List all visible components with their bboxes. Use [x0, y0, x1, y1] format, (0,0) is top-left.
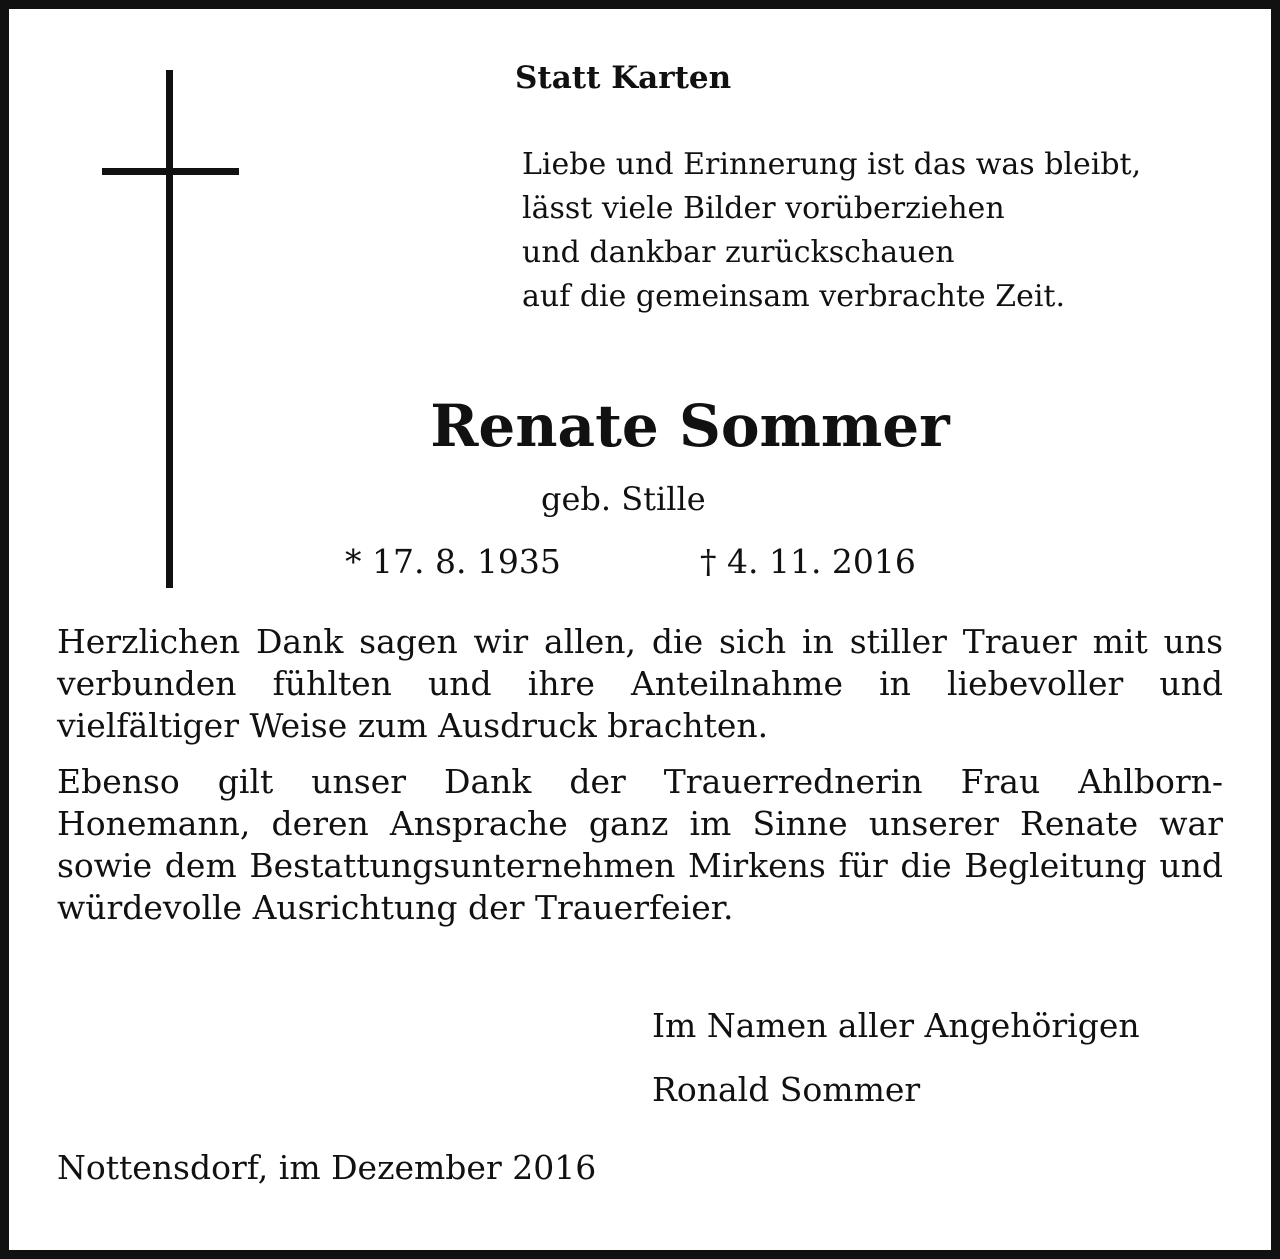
thanks-paragraph: Herzlichen Dank sagen wir allen, die sich in stiller Trauer mit uns verbunden fühlten und ihre Anteilnahme in liebevoller und vielfältiger Weise zum Ausdruck brachten. [57, 622, 1223, 745]
signature-name: Ronald Sommer [652, 1070, 921, 1109]
heading: Statt Karten [515, 60, 732, 96]
cross-vertical-bar [166, 70, 173, 588]
maiden-name: geb. Stille [541, 480, 706, 518]
verse: Liebe und Erinnerung ist das was bleibt, lässt viele Bilder vorüberziehen und dankbar zurückschauen auf die gemeinsam verbrachte Zeit. [522, 147, 1142, 314]
death-date: † 4. 11. 2016 [700, 542, 916, 581]
place-date: Nottensdorf, im Dezember 2016 [57, 1148, 597, 1187]
thanks-paragraph-2: Ebenso gilt unser Dank der Trauerrednerin Frau Ahlborn-Honemann, deren Ansprache ganz im Sinne unserer Renate war sowie dem Bestattungsunternehmen Mirkens für die Begleitung und würdevolle Ausrichtung der Trauerfeier. [57, 762, 1223, 927]
birth-date: * 17. 8. 1935 [345, 542, 561, 581]
signature-line: Im Namen aller Angehörigen [652, 1006, 1140, 1045]
cross-horizontal-bar [102, 168, 239, 175]
deceased-name: Renate Sommer [430, 392, 950, 460]
